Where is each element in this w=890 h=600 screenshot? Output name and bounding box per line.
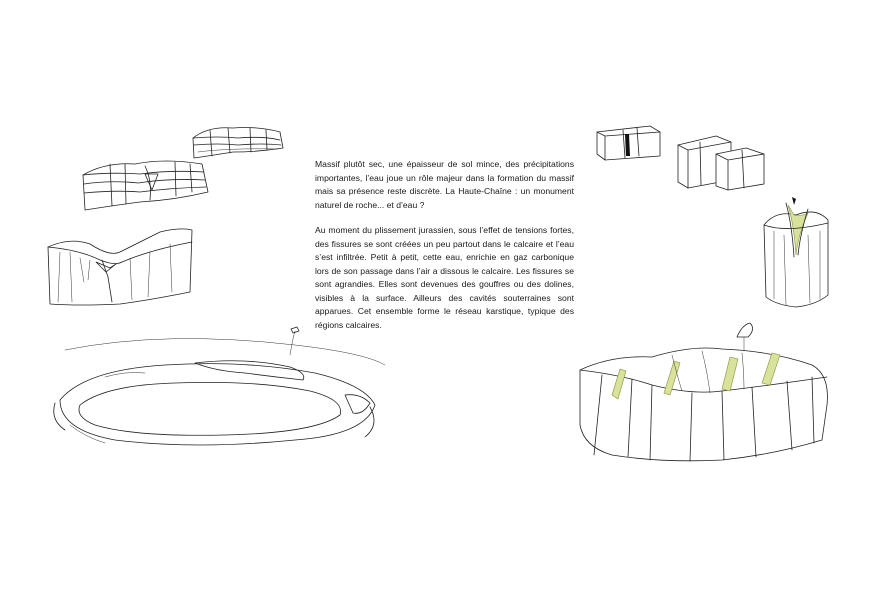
sketch-tower-block: [756, 195, 836, 315]
sketch-blocks-split: [676, 130, 768, 192]
sketch-blocks-small: [595, 122, 665, 164]
body-text: [315, 158, 574, 344]
sketch-cliff-block: [40, 222, 200, 317]
sketch-folded-layers: [80, 150, 215, 215]
paragraph-karst: Au moment du plissement jurassien, sous l’effet de tensions fortes, des fissures se sont créées un peu partout dans le calcaire et l’eau s’est infiltrée. Petit à petit, cette eau, enrichie en gaz carbonique lors de son passage dans l’air a dissous le calcaire. Les fissures se sont agrandies. Elles sont devenues des gouffres ou des dolines, visibles à la surface. Ailleurs des cavités souterraines sont apparues. Cet ensemble forme le réseau karstique, typique des régions calcaires.: [315, 225, 574, 330]
sketch-doline-ring: [45, 325, 390, 460]
paragraph-intro: Massif plutôt sec, une épaisseur de sol mince, des précipitations importantes, l’eau joue un rôle majeur dans la formation du massif mais sa présence reste discrète. La Haute-Chaîne : un monument naturel de roche... et d’eau ?: [315, 159, 574, 210]
sketch-karst-massif: [572, 315, 834, 485]
